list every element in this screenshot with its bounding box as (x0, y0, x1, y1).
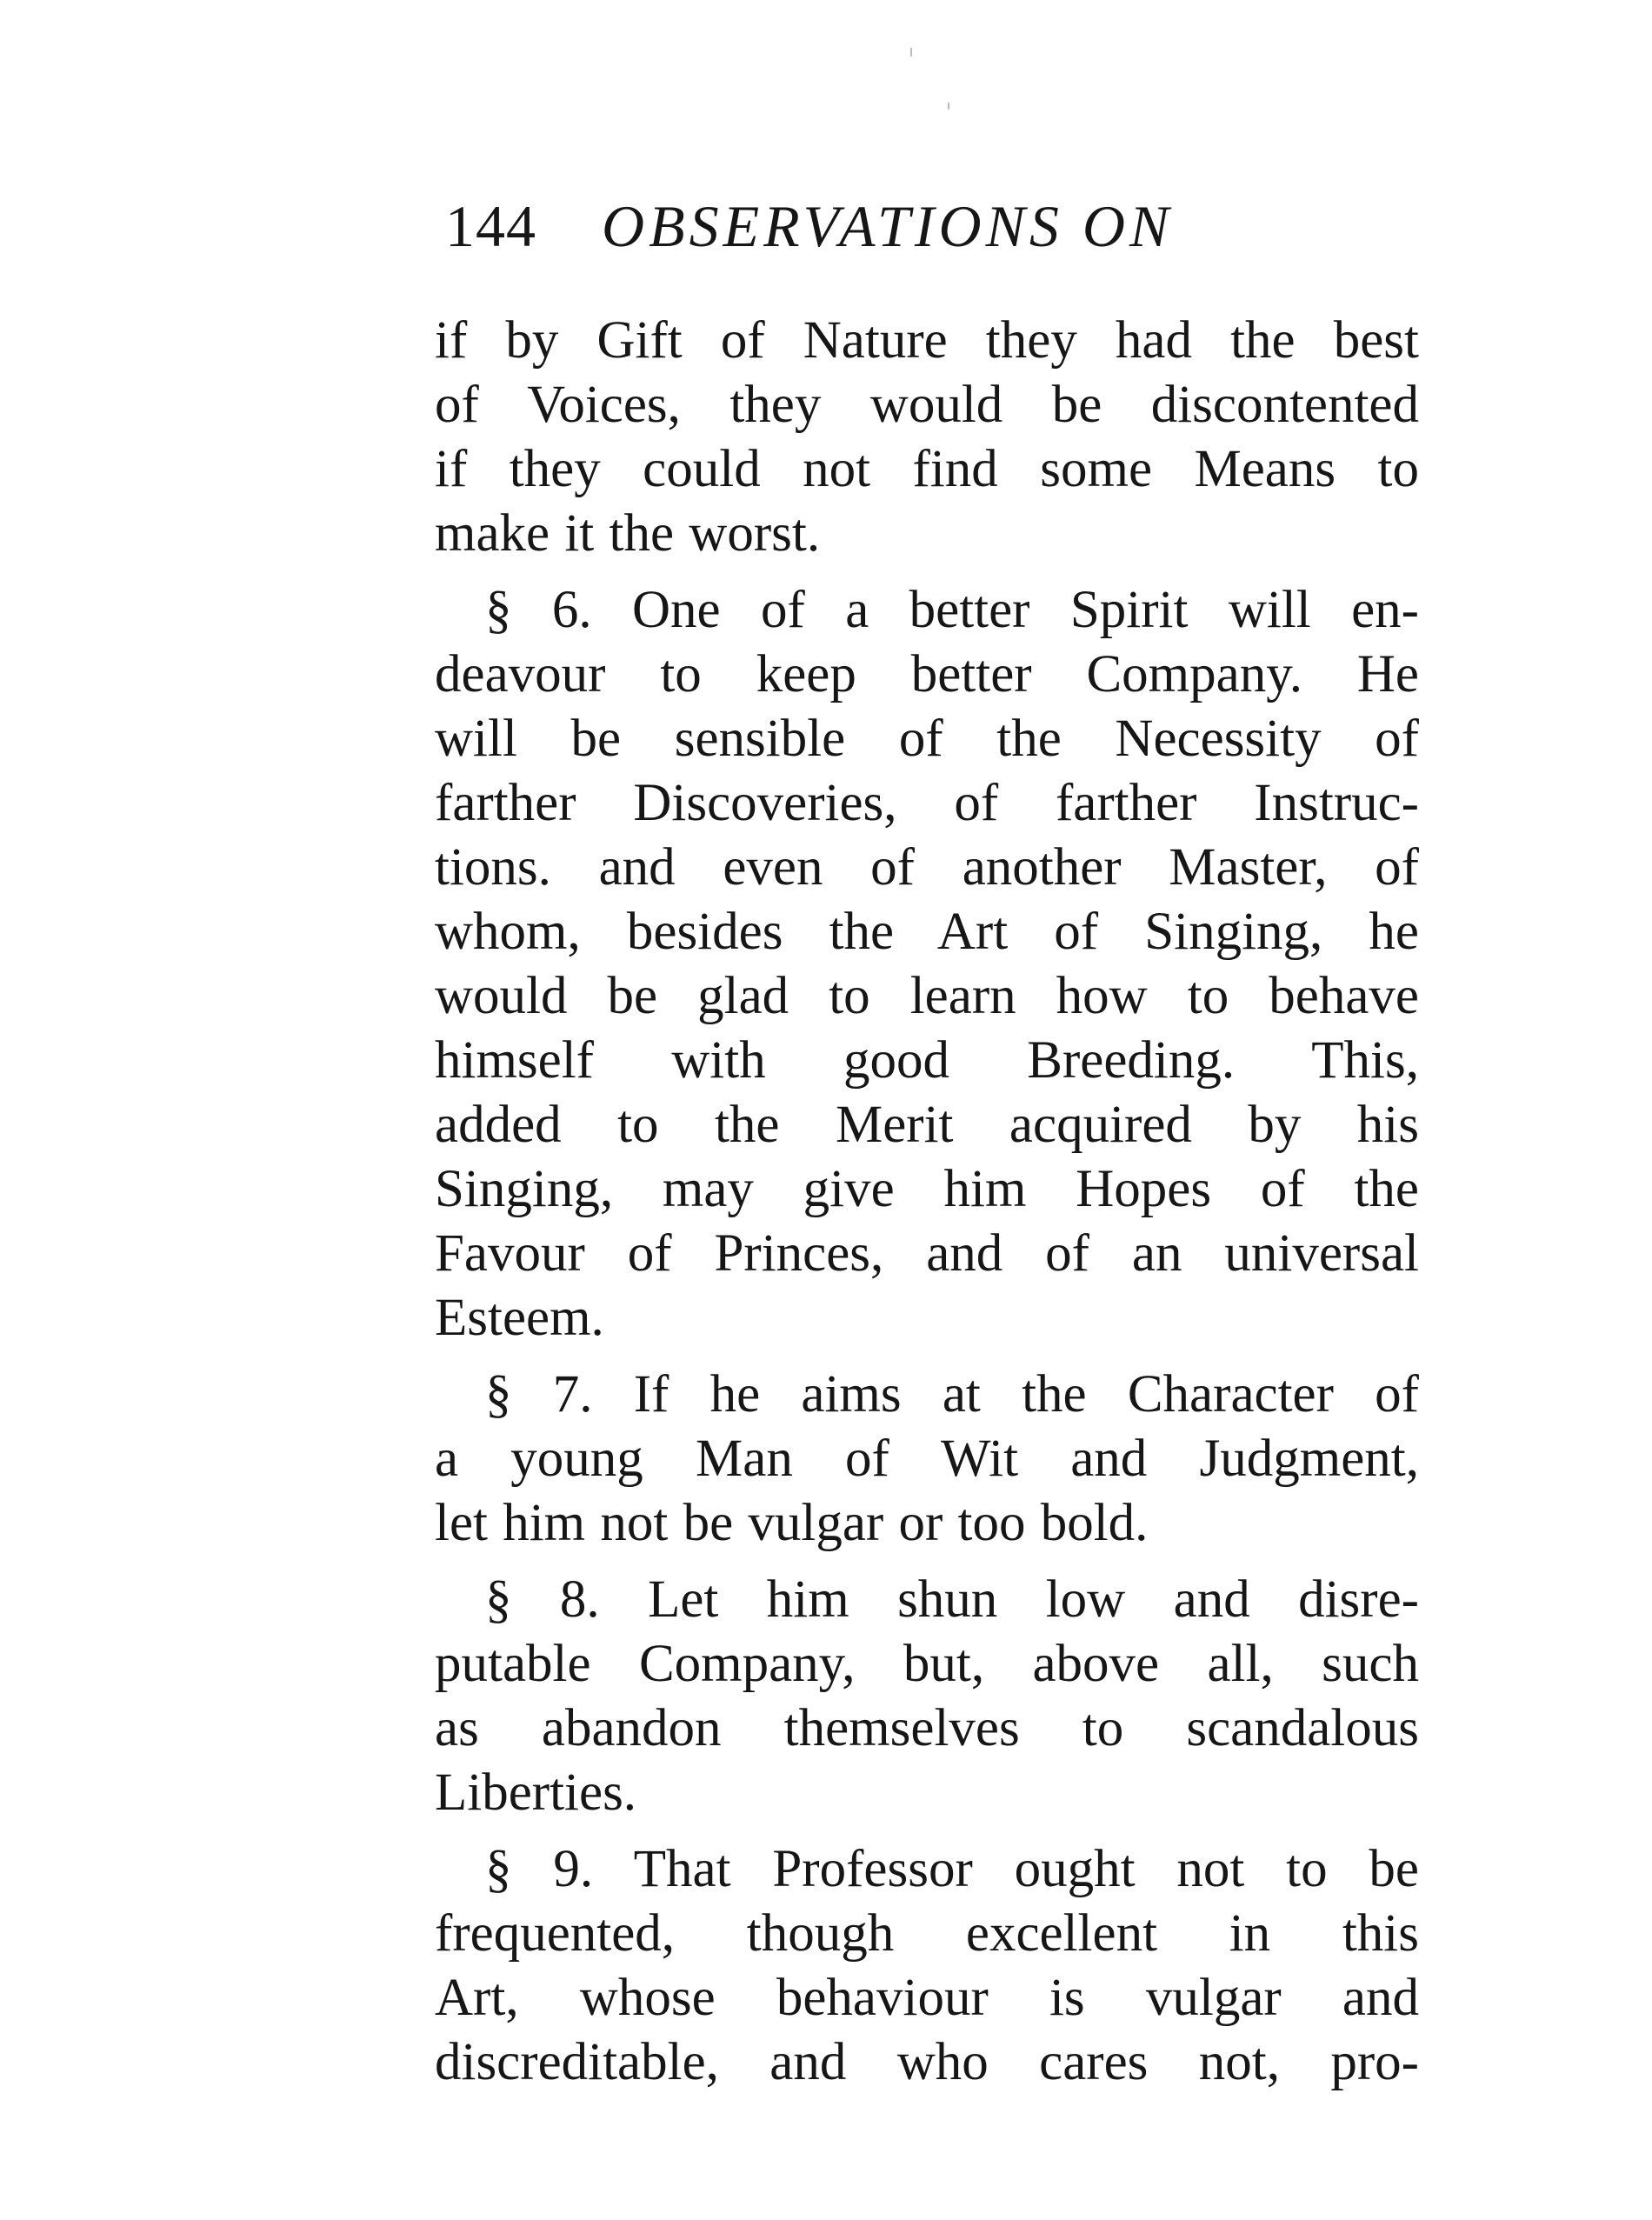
body-text (435, 309, 1419, 2095)
paragraph-section-7 (435, 1363, 1419, 1556)
text-line: whom, besides the Art of Singing, he (435, 903, 1419, 961)
text-line: added to the Merit acquired by his (435, 1096, 1419, 1154)
text-line: deavour to keep better Company. He (435, 645, 1419, 703)
text-line: will be sensible of the Necessity of (435, 710, 1419, 768)
page-number: 144 (445, 193, 536, 259)
text-line: if by Gift of Nature they had the best (435, 311, 1419, 370)
text-line: as abandon themselves to scandalous (435, 1699, 1419, 1757)
text-line: § 9. That Professor ought not to be (485, 1840, 1419, 1898)
text-line: make it the worst. (435, 504, 821, 563)
text-line: putable Company, but, above all, such (435, 1635, 1419, 1693)
paragraph-section-8 (435, 1568, 1419, 1825)
paragraph-1 (435, 309, 1419, 566)
text-line: tions. and even of another Master, of (435, 838, 1419, 897)
running-head (445, 187, 1402, 265)
text-line: farther Discoveries, of farther Instruc- (435, 774, 1419, 832)
text-line: § 7. If he aims at the Character of (485, 1365, 1419, 1423)
text-line: Art, whose behaviour is vulgar and (435, 1969, 1419, 2027)
text-line: Singing, may give him Hopes of the (435, 1160, 1419, 1218)
text-line: if they could not find some Means to (435, 440, 1419, 498)
text-line: let him not be vulgar or too bold. (435, 1494, 1149, 1552)
text-line: Favour of Princes, and of an universal (435, 1224, 1419, 1283)
running-head-title: OBSERVATIONS ON (602, 193, 1174, 259)
text-line: Esteem. (435, 1289, 604, 1347)
text-line: Liberties. (435, 1763, 637, 1822)
text-line: discreditable, and who cares not, pro- (435, 2033, 1419, 2091)
text-line: § 8. Let him shun low and disre- (485, 1570, 1419, 1629)
paragraph-section-6 (435, 578, 1419, 1350)
text-line: § 6. One of a better Spirit will en- (485, 581, 1419, 639)
text-line: himself with good Breeding. This, (435, 1031, 1419, 1090)
text-line: of Voices, they would be discontented (435, 376, 1419, 434)
paragraph-section-9 (435, 1837, 1419, 2095)
text-line: a young Man of Wit and Judgment, (435, 1430, 1419, 1488)
scan-speck-upper (948, 103, 949, 110)
scan-speck-top (910, 48, 912, 57)
text-line: frequented, though excellent in this (435, 1904, 1419, 1963)
text-line: would be glad to learn how to behave (435, 967, 1419, 1025)
